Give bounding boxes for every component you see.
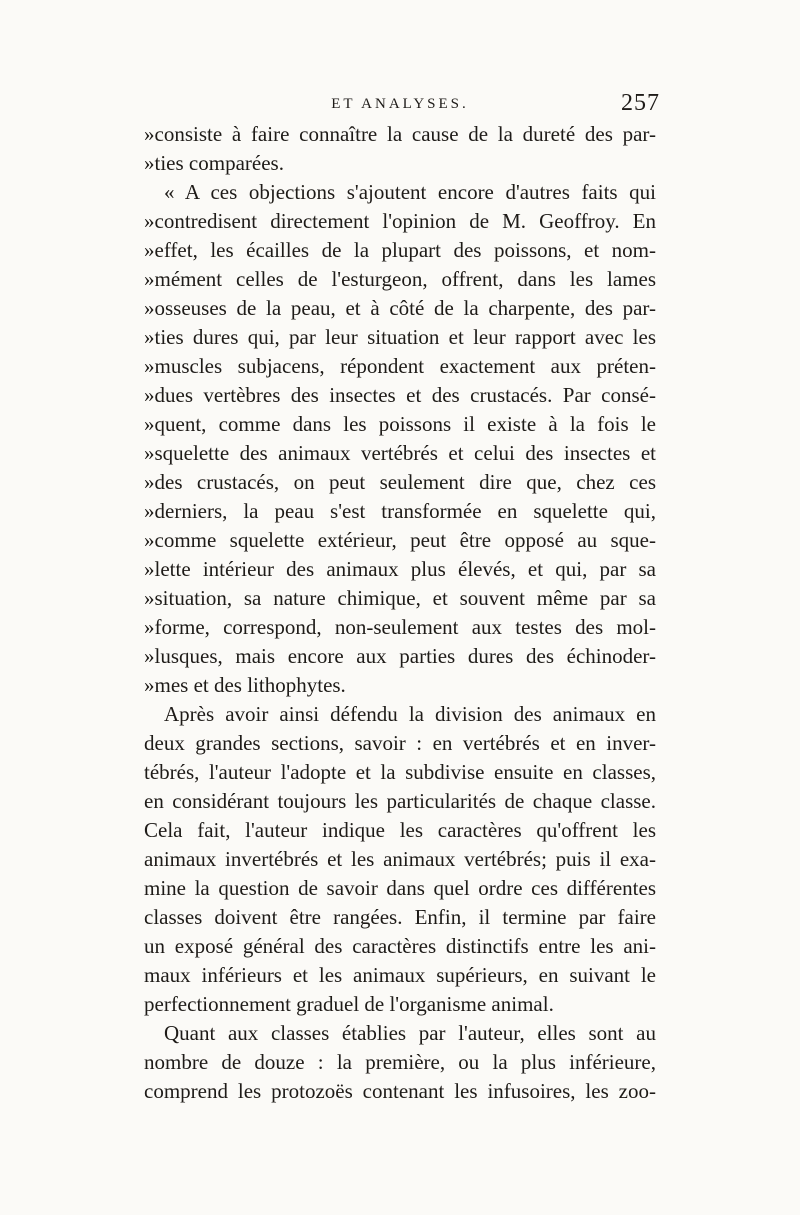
text-line: »forme, correspond, non-seulement aux testes des mol- (144, 615, 656, 639)
text-line: »muscles subjacens, répondent exactement aux préten- (144, 354, 656, 378)
page-number: 257 (621, 90, 660, 116)
text-line: »consiste à faire connaître la cause de la dureté des par- (144, 122, 656, 146)
text-line: nombre de douze : la première, ou la plus inférieure, (144, 1050, 656, 1074)
running-title: ET ANALYSES. (331, 96, 469, 112)
text-line: maux inférieurs et les animaux supérieurs, en suivant le (144, 963, 656, 987)
text-line: »mes et des lithophytes. (144, 673, 346, 697)
text-line: animaux invertébrés et les animaux vertébrés; puis il exa- (144, 847, 656, 871)
text-line: mine la question de savoir dans quel ordre ces différentes (144, 876, 656, 900)
text-line: »quent, comme dans les poissons il existe à la fois le (144, 412, 656, 436)
text-line: tébrés, l'auteur l'adopte et la subdivise ensuite en classes, (144, 760, 656, 784)
text-line: »effet, les écailles de la plupart des poissons, et nom- (144, 238, 656, 262)
text-line: un exposé général des caractères distinctifs entre les ani- (144, 934, 656, 958)
text-line: »ties dures qui, par leur situation et leur rapport avec les (144, 325, 656, 349)
text-line: comprend les protozoës contenant les infusoires, les zoo- (144, 1079, 656, 1103)
text-line: perfectionnement graduel de l'organisme animal. (144, 992, 554, 1016)
text-line: « A ces objections s'ajoutent encore d'autres faits qui (164, 180, 656, 204)
text-line: »dues vertèbres des insectes et des crustacés. Par consé- (144, 383, 656, 407)
text-line: deux grandes sections, savoir : en vertébrés et en inver- (144, 731, 656, 755)
text-line: »mément celles de l'esturgeon, offrent, dans les lames (144, 267, 656, 291)
text-line: »derniers, la peau s'est transformée en squelette qui, (144, 499, 656, 523)
text-line: »squelette des animaux vertébrés et celui des insectes et (144, 441, 656, 465)
text-line: »lusques, mais encore aux parties dures des échinoder- (144, 644, 656, 668)
text-line: »ties comparées. (144, 151, 284, 175)
text-line: Cela fait, l'auteur indique les caractères qu'offrent les (144, 818, 656, 842)
text-line: en considérant toujours les particularités de chaque classe. (144, 789, 656, 813)
text-line: »contredisent directement l'opinion de M. Geoffroy. En (144, 209, 656, 233)
text-line: »lette intérieur des animaux plus élevés, et qui, par sa (144, 557, 656, 581)
text-line: »situation, sa nature chimique, et souvent même par sa (144, 586, 656, 610)
text-line: »des crustacés, on peut seulement dire que, chez ces (144, 470, 656, 494)
text-line: classes doivent être rangées. Enfin, il termine par faire (144, 905, 656, 929)
text-line: »comme squelette extérieur, peut être opposé au sque- (144, 528, 656, 552)
text-line: Après avoir ainsi défendu la division des animaux en (164, 702, 656, 726)
text-line: Quant aux classes établies par l'auteur, elles sont au (164, 1021, 656, 1045)
text-line: »osseuses de la peau, et à côté de la charpente, des par- (144, 296, 656, 320)
body-text (144, 120, 656, 1106)
